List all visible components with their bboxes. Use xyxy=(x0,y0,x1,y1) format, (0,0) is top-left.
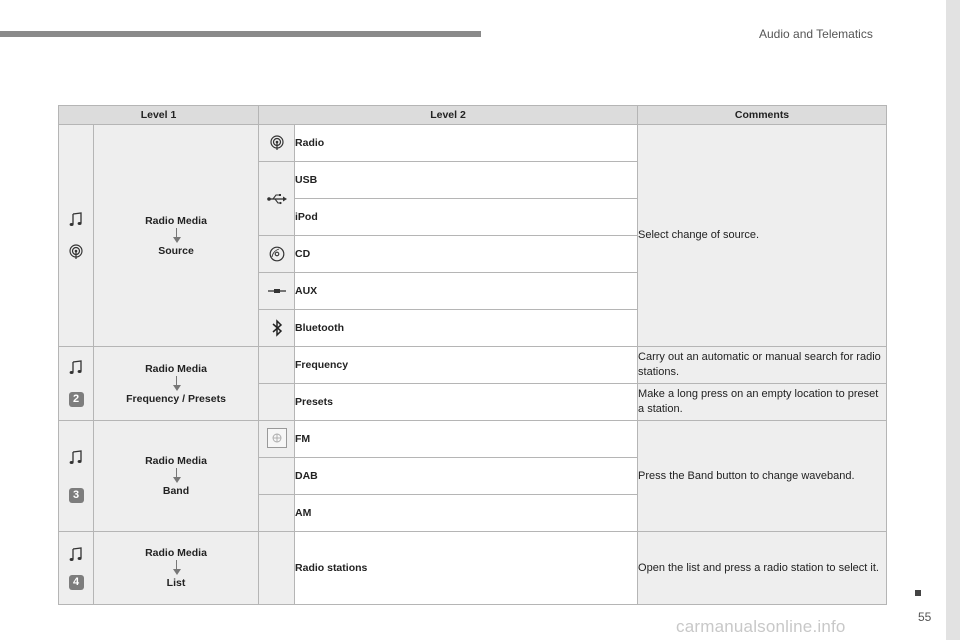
aux-icon-cell xyxy=(259,273,295,310)
fm-icon-cell xyxy=(259,421,295,458)
level2-bluetooth: Bluetooth xyxy=(295,310,638,347)
table-header-row xyxy=(59,106,887,125)
music-note-icon xyxy=(69,360,83,376)
level1-sub: Band xyxy=(162,485,190,497)
level1-source xyxy=(94,125,259,347)
arrow-down-icon xyxy=(94,467,258,485)
empty-icon-cell xyxy=(259,495,295,532)
empty-icon-cell xyxy=(259,458,295,495)
table-row xyxy=(59,125,887,162)
usb-icon xyxy=(267,193,287,205)
level2-fm: FM xyxy=(295,421,638,458)
comment-frequency: Carry out an automatic or manual search for radio stations. xyxy=(638,347,887,384)
column-header-level1: Level 1 xyxy=(59,106,259,125)
arrow-down-icon xyxy=(94,375,258,393)
comment-list: Open the list and press a radio station to select it. xyxy=(638,532,887,605)
level1-title: Radio Media xyxy=(145,362,207,375)
level2-aux: AUX xyxy=(295,273,638,310)
level1-sub: Frequency / Presets xyxy=(126,392,226,405)
table-row xyxy=(59,421,887,458)
music-note-icon xyxy=(69,212,83,228)
level2-presets: Presets xyxy=(295,384,638,421)
empty-icon-cell xyxy=(259,384,295,421)
level1-sub: Source xyxy=(158,244,194,257)
step-badge: 2 xyxy=(69,392,84,407)
level1-title: Radio Media xyxy=(145,547,207,559)
menu-table xyxy=(58,105,887,605)
group-icons-source xyxy=(59,125,94,347)
cd-icon-cell xyxy=(259,236,295,273)
watermark: carmanualsonline.info xyxy=(676,617,846,636)
column-header-level2: Level 2 xyxy=(259,106,638,125)
arrow-down-icon xyxy=(94,559,258,577)
level2-radio: Radio xyxy=(295,125,638,162)
level2-ipod: iPod xyxy=(295,199,638,236)
level1-title: Radio Media xyxy=(145,214,207,227)
table-row xyxy=(59,347,887,384)
radio-waves-icon xyxy=(68,244,84,260)
bluetooth-icon xyxy=(271,319,283,337)
level2-cd: CD xyxy=(295,236,638,273)
comment-presets: Make a long press on an empty location to preset a station. xyxy=(638,384,887,421)
aux-jack-icon xyxy=(267,287,287,295)
level2-dab: DAB xyxy=(295,458,638,495)
step-badge: 4 xyxy=(69,575,84,590)
step-badge: 3 xyxy=(69,488,84,503)
bluetooth-icon-cell xyxy=(259,310,295,347)
usb-icon-cell xyxy=(259,162,295,236)
level2-am: AM xyxy=(295,495,638,532)
arrow-down-icon xyxy=(94,227,258,245)
fm-band-icon xyxy=(267,428,287,448)
level1-sub: List xyxy=(166,577,186,589)
comment-source: Select change of source. xyxy=(638,125,887,347)
level2-usb: USB xyxy=(295,162,638,199)
empty-icon-cell xyxy=(259,532,295,605)
column-header-comments: Comments xyxy=(638,106,887,125)
music-note-icon xyxy=(69,450,83,466)
header-rule xyxy=(0,31,481,37)
level1-title: Radio Media xyxy=(145,455,207,467)
group-icons-frequency xyxy=(59,347,94,421)
header-title: Audio and Telematics xyxy=(759,27,873,41)
table-row xyxy=(59,532,887,605)
empty-icon-cell xyxy=(259,347,295,384)
level1-list xyxy=(94,532,259,605)
radio-waves-icon xyxy=(269,135,285,151)
page-number: 55 xyxy=(918,610,932,624)
level1-band xyxy=(94,421,259,532)
level2-radio-stations: Radio stations xyxy=(295,532,638,605)
comment-band: Press the Band button to change waveband. xyxy=(638,421,887,532)
radio-icon-cell xyxy=(259,125,295,162)
music-note-icon xyxy=(69,547,83,563)
level1-frequency xyxy=(94,347,259,421)
page-marker xyxy=(915,590,921,596)
page-edge-strip xyxy=(946,0,960,640)
cd-icon xyxy=(269,246,285,262)
group-icons-list xyxy=(59,532,94,605)
level2-frequency: Frequency xyxy=(295,347,638,384)
group-icons-band xyxy=(59,421,94,532)
